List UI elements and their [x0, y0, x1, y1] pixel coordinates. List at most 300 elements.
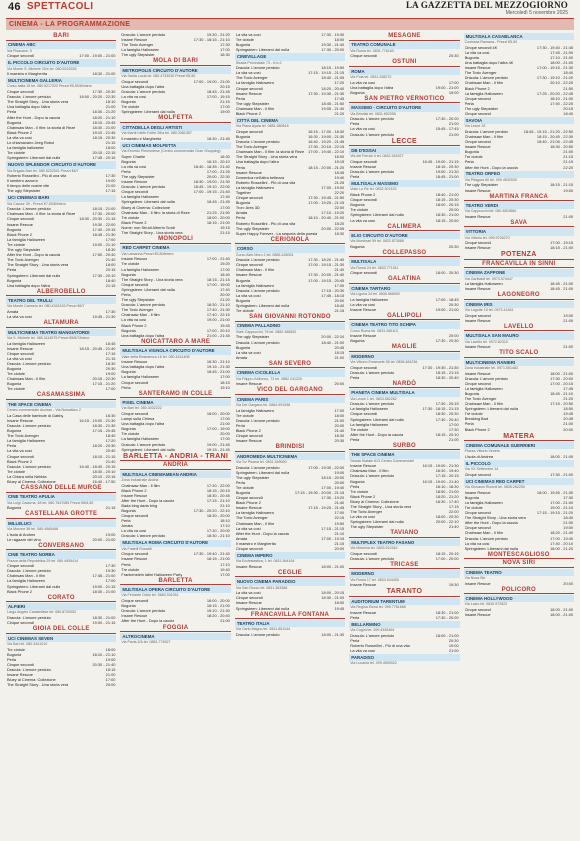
- cinema-name: MULTICINEMA GALLERIA: [6, 77, 116, 84]
- showtimes: 19:15: [334, 159, 345, 165]
- film-title: La famiglia Halloween: [350, 406, 389, 412]
- cinema-address: Corso Italia 15 tel. 080.5217222 Prezzi €5,50/8/intero: [7, 84, 92, 89]
- showtimes: 18:40: [105, 277, 116, 283]
- cinema-name: BELLARMINO: [349, 621, 459, 628]
- film-title: Insane Rescue: [7, 671, 33, 677]
- showtime-row: [6, 386, 116, 391]
- showtimes: 21:00: [563, 317, 574, 323]
- cinema-address: Via Bari tel. 080.3032222: [121, 406, 162, 411]
- showtimes: 21:50: [563, 85, 574, 91]
- showtimes: 18:30 - 21:30: [92, 422, 116, 428]
- showtimes: 17:15: [448, 504, 459, 509]
- showtimes: 19:00 - 21:00: [435, 306, 459, 312]
- showtimes: 20:40: [105, 448, 116, 454]
- film-title: La vita va così: [121, 94, 147, 100]
- showtimes: 18:15 - 20:15: [206, 487, 230, 493]
- showtimes: 20:30: [448, 637, 459, 643]
- film-title: The ugly Stepsister: [235, 334, 270, 340]
- film-title: Bugonia: [464, 494, 479, 500]
- cinema-address: Largo Angelo Carabellese tel. 080.8720052: [7, 610, 77, 615]
- film-title: Cinque secondi: [7, 563, 34, 569]
- showtimes: 17:15 - 20:30: [321, 287, 345, 293]
- showtimes: 18:45 - 21:30: [92, 231, 116, 237]
- section-title: SPETTACOLI: [26, 1, 94, 12]
- cinema-name: ALTROCINEMA: [120, 633, 230, 640]
- cinema-name: MULTISALA SAN MAURO: [464, 332, 574, 339]
- showtimes: 17:30 - 20:00: [321, 47, 345, 53]
- film-title: The ugly Stepsister: [121, 52, 155, 58]
- showtimes: 18:00 - 20:30: [435, 514, 459, 520]
- cinema-address: Via Montinari 59 tel. 0832.873086: [350, 239, 404, 244]
- film-title: After the Hunt - Dopo la caccia: [7, 114, 60, 120]
- city-heading: FRANCAVILLA FONTANA: [235, 612, 345, 620]
- showtimes: 18:20 - 21:40: [550, 530, 574, 536]
- film-title: La vita va così: [464, 49, 490, 55]
- showtimes: 19:40: [334, 174, 345, 180]
- showtimes: 21:15: [105, 505, 116, 511]
- film-title: Tre ciotole: [350, 207, 369, 213]
- showtime-row: [235, 632, 345, 637]
- film-title: Perla: [7, 443, 17, 449]
- film-title: Tre ciotole: [235, 412, 254, 418]
- film-title: Il maestro e Margherita: [235, 540, 276, 546]
- showtimes: 17:15 - 19:15 - 21:15: [308, 70, 345, 76]
- showtimes: 19:30 - 21:20: [206, 32, 230, 37]
- showtimes: 21:15: [220, 229, 230, 235]
- cinema-name: THE SPACE CINEMA: [349, 451, 459, 458]
- cinema-address: Via Morone 36 tel. 080.4965468: [7, 527, 59, 532]
- showtimes: 17:15 - 19:30 - 20:00 - 21:15: [294, 489, 345, 495]
- film-title: Dracula: L'amore perduto: [464, 535, 509, 541]
- showtimes: 17:00: [220, 374, 230, 380]
- film-title: Black Phone 2: [235, 500, 261, 506]
- film-title: Insane Rescue: [121, 256, 148, 262]
- film-title: La famiglia Halloween: [464, 385, 503, 391]
- showtimes: 19:00 - 21:30: [435, 169, 459, 175]
- showtimes: 17:00: [334, 510, 345, 516]
- showtimes: 19:00: [563, 187, 574, 193]
- showtimes: 18:00 - 20:30: [435, 270, 459, 276]
- city-heading: SANTERAMO IN COLLE: [120, 391, 230, 399]
- showtimes: 18:30: [334, 230, 345, 236]
- film-title: Cinque secondi: [121, 410, 149, 416]
- film-title: Perla: [7, 656, 17, 662]
- showtimes: 17:30 - 20:15: [435, 401, 459, 407]
- showtime-row: [464, 546, 574, 551]
- cinema-name: MILLELUCI: [6, 520, 116, 527]
- film-title: The ugly Stepsister: [121, 173, 155, 179]
- film-title: Insane Rescue: [121, 37, 148, 43]
- showtimes: 19:45 - 21:30: [92, 314, 116, 320]
- showtimes: 19:00: [563, 312, 574, 318]
- showtimes: 17:00: [220, 47, 230, 53]
- city-heading: CEGLIE: [235, 570, 345, 578]
- showtime-row: [6, 314, 116, 319]
- showtimes: 21:40: [334, 500, 345, 506]
- film-title: Bugonia: [121, 327, 136, 333]
- showtimes: 21:15: [334, 540, 345, 546]
- showtimes: 17:00 - 19:15: [550, 240, 574, 246]
- film-title: The ugly Stepsister: [235, 225, 270, 231]
- showtime-row: [120, 230, 230, 235]
- showtimes: 20:00 - 22:05: [321, 225, 345, 231]
- film-title: Tron: Ares 3D: [235, 205, 260, 211]
- film-title: Cinque secondi: [121, 78, 149, 84]
- film-title: Bugonia: [235, 489, 251, 495]
- showtimes: 17:15 - 21:10: [206, 497, 230, 503]
- city-heading: NARDÒ: [349, 381, 459, 389]
- showtimes: 17:45: [334, 95, 345, 101]
- showtimes: 18:50 - 21:00: [435, 488, 459, 494]
- cinema-address: Via Cugini tel. 099.4535464: [350, 627, 395, 632]
- showtime-row: [6, 53, 116, 58]
- film-title: Insane Rescue: [464, 187, 491, 193]
- cinema-address: Via Roma 17 tel. 0833.544405: [350, 577, 399, 582]
- film-title: Dracula: L'amore perduto: [350, 555, 394, 561]
- film-title: Bugonia: [121, 507, 136, 513]
- cinema-name: CINEMA PALLADINO: [235, 323, 345, 330]
- cinema-name: CINE TEATRO APULIA: [6, 494, 116, 501]
- cinema-name: NUOVO CINEMA PARADISO: [235, 578, 345, 585]
- film-title: Springsteen: Liberami dal nulla: [121, 446, 175, 452]
- cinema-address: Via Lavello tel. 0972.82310: [464, 339, 508, 344]
- cinema-name: TEATRO COMUNALE: [349, 42, 459, 49]
- film-title: The ugly Stepsister: [350, 524, 384, 530]
- showtime-row: [464, 454, 574, 459]
- film-title: The Toxic Avenger: [7, 433, 39, 439]
- showtime-row: [464, 318, 574, 323]
- film-title: Black Phone 2: [7, 588, 33, 594]
- showtimes: 17:30: [105, 309, 116, 315]
- page-header: [0, 0, 580, 14]
- showtimes: 18:30 - 21:20: [92, 109, 116, 115]
- film-title: Cinque secondi: [7, 53, 34, 59]
- showtimes: 17:30 - 20:00: [550, 375, 574, 381]
- showtimes: 20:00: [448, 207, 459, 213]
- city-heading: BARLETTA - ANDRIA - TRANI: [120, 453, 230, 462]
- city-heading: TAVIANO: [349, 530, 459, 538]
- cinema-address: Via Brindisi tel. 0831.652055: [350, 111, 396, 116]
- city-heading: POTENZA: [464, 251, 574, 260]
- cinema-name: MULTISALA: [349, 258, 459, 265]
- showtimes: 16:45 - 19:10 - 22:00: [193, 184, 230, 190]
- showtimes: 21:00: [105, 183, 116, 189]
- city-heading: COLLEPASSO: [349, 250, 459, 258]
- film-title: Insane Rescue: [464, 317, 491, 323]
- showtime-row: [349, 556, 459, 561]
- showtimes: 22:20: [563, 164, 574, 170]
- city-heading: BARLETTA: [120, 578, 230, 586]
- showtimes: 17:15: [105, 188, 116, 194]
- showtimes: 17:00 - 19:00 - 21:00: [79, 53, 116, 59]
- cinema-name: TEATRO VERDI: [464, 202, 574, 209]
- film-title: Una battaglia dopo l'altra: [121, 332, 165, 338]
- film-title: Roberto Rossellini - Più di una vita: [235, 220, 296, 226]
- city-heading: MONTESCAGLIOSO: [464, 552, 574, 560]
- city-heading: ALBEROBELLO: [6, 289, 116, 297]
- film-title: Nome: non Strudi Alberto Sordi: [121, 224, 176, 230]
- film-title: La famiglia Halloween: [7, 236, 46, 242]
- cinema-name: CINEMA TARTARO: [349, 285, 459, 292]
- film-title: Perla: [235, 164, 245, 170]
- film-title: La vita va così: [235, 525, 261, 531]
- cinema-name: CITTÀ DEL CINEMA: [235, 117, 345, 124]
- showtimes: 22:00: [448, 509, 459, 515]
- film-title: The ugly Stepsister: [7, 247, 41, 253]
- cinema-address: Corso Aldo Moro 2 tel. 0885.428004: [235, 252, 294, 257]
- film-title: Bugonia: [235, 277, 251, 283]
- showtimes: 17:00: [448, 79, 459, 85]
- showtimes: 18:30 - 21:45: [206, 135, 230, 141]
- showtime-row: [349, 375, 459, 380]
- cinema-address: Viale Cappuccini, 76 tel. 0882.456520: [235, 329, 297, 334]
- film-title: Perla: [235, 95, 245, 101]
- showtimes: 17:00: [105, 677, 116, 683]
- film-title: Insane Rescue: [235, 381, 262, 387]
- cinema-name: RED CARPET CINEMA: [120, 245, 230, 252]
- showtime-row: [120, 385, 230, 390]
- showtimes: 16:30 - 19:00 - 21:30: [193, 179, 230, 185]
- cinema-address: Via Ecclesiastica, 1 tel. 0831.564164: [235, 559, 295, 564]
- showtimes: 21:00: [448, 647, 459, 653]
- film-title: Cinque secondi: [235, 128, 263, 134]
- showtimes: 17:10: [220, 561, 230, 567]
- showtimes: 21:00: [563, 520, 574, 526]
- film-title: Insane Rescue: [464, 65, 491, 71]
- film-title: Cinque secondi: [121, 189, 149, 195]
- cinema-name: UCI CINEMAS BARI: [6, 195, 116, 202]
- film-title: Le ragazze del vino: [7, 536, 41, 542]
- showtimes: 17:00: [220, 436, 230, 442]
- film-title: L'isola di Andrea: [7, 531, 36, 537]
- film-title: Chainsaw Man - Il film: [464, 133, 503, 139]
- film-title: Chainsaw Man - Il film: [464, 401, 503, 407]
- showtimes: 18:15 - 20:00 - 21:20: [308, 164, 345, 170]
- showtimes: 17:40 - 21:30: [206, 307, 230, 313]
- showtimes: 17:00: [448, 421, 459, 427]
- showtimes: 17:10 - 19:20: [321, 210, 345, 216]
- showtimes: 18:40: [563, 515, 574, 521]
- film-title: Dracula: L'amore perduto: [7, 206, 51, 212]
- showtimes: 17:30 - 20:10: [92, 272, 116, 278]
- showtimes: 17:00: [105, 386, 116, 392]
- showtimes: 17:30 - 19:40 - 21:40: [193, 551, 230, 557]
- film-title: Dracula: L'amore perduto: [350, 401, 394, 407]
- showtime-row: [120, 333, 230, 338]
- cinema-name: ALFIERI: [6, 603, 116, 610]
- film-title: Bluey al Cinema: Collezione: [350, 498, 399, 504]
- cinema-address: Strada Provinciale 73 - Km 2: [235, 60, 282, 65]
- showtimes: 19:00 - 21:00: [435, 84, 459, 90]
- showtimes: 18:40 - 21:00: [435, 192, 459, 198]
- listing-columns: [6, 32, 574, 837]
- showtimes: 18:20: [334, 220, 345, 226]
- city-heading: NOVA SIRI: [464, 560, 574, 568]
- showtimes: 19:15 - 21:30: [206, 364, 230, 370]
- film-title: Cinque secondi: [121, 281, 149, 287]
- showtime-row: [349, 244, 459, 249]
- cinema-name: CINEMA ZAPPONE: [464, 269, 574, 276]
- film-title: Bugonia: [7, 381, 22, 387]
- cinema-address: Via Luigi Cadorna, 48 tel. 080.7647085 Prezzi €6/6,50: [7, 500, 94, 505]
- cinema-name: CINEMA CICOLELLA: [235, 369, 345, 376]
- film-title: Cinque secondi: [235, 85, 263, 91]
- showtimes: 17:00 - 20:00: [435, 555, 459, 561]
- showtime-row: [349, 218, 459, 223]
- showtimes: 21:15: [563, 154, 574, 160]
- cinema-address: Via XX Settembre 14: [464, 467, 499, 472]
- cinema-name: UCI CINEMAS SEVEN: [6, 635, 116, 642]
- listing-column: [120, 32, 230, 837]
- showtimes: 16:30 - 19:40: [435, 468, 459, 474]
- film-title: La famiglia Halloween: [121, 266, 160, 272]
- showtime-row: [349, 307, 459, 312]
- showtimes: 22:20: [334, 190, 345, 195]
- showtimes: 17:30 - 22:00: [206, 482, 230, 488]
- showtimes: 17:00 - 18:45: [435, 296, 459, 302]
- film-title: Amata: [235, 210, 248, 216]
- city-heading: CONVERSANO: [6, 543, 116, 551]
- showtimes: 17:30 - 20:00: [435, 614, 459, 620]
- showtimes: 17:15 - 19:25 - 21:45: [308, 505, 345, 511]
- showtimes: 19:00 - 21:15: [92, 583, 116, 589]
- showtimes: 18:30 - 21:00: [321, 595, 345, 601]
- showtimes: 17:00: [105, 236, 116, 242]
- film-title: Insane Rescue: [121, 359, 148, 365]
- film-title: Cinque secondi: [7, 216, 34, 222]
- film-title: Chainsaw Man - Il film: [235, 267, 275, 273]
- showtimes: 17:00 - 21:40: [206, 256, 230, 262]
- showtimes: 17:00 - 19:15: [321, 535, 345, 541]
- showtimes: 21:40: [448, 524, 459, 530]
- film-title: Springsteen: Liberami dal nulla: [121, 286, 175, 292]
- film-title: Tre ciotole: [7, 646, 26, 652]
- showtimes: 20:15 - 22:15: [92, 150, 116, 156]
- film-title: Dracula: L'amore perduto: [235, 631, 280, 637]
- film-title: Roberto Rossellini - Più di una vita: [350, 642, 410, 648]
- showtimes: 18:45 - 21:45: [206, 199, 230, 205]
- showtime-row: [120, 447, 230, 452]
- cinema-address: Zona industriale tel. 0971.651483: [464, 365, 518, 370]
- film-title: Springsteen: Liberami dal nulla: [121, 199, 175, 205]
- city-heading: GIOIA DEL COLLE: [6, 626, 116, 634]
- showtimes: 18:30 - 21:00: [92, 615, 116, 621]
- film-title: Insane Rescue: [464, 144, 491, 150]
- film-title: La vita va così: [350, 301, 376, 307]
- film-title: Chainsaw Man - Il film: la storia di Reze: [7, 211, 76, 217]
- showtimes: 17:45 - 21:00: [92, 573, 116, 579]
- showtimes: 18:45 - 19:15 - 21:20 - 22:50: [523, 128, 574, 134]
- film-title: Tre ciotole: [350, 488, 369, 494]
- showtimes: 17:30 - 19:45 - 21:50: [308, 195, 345, 201]
- film-title: Cinque secondi: [464, 525, 492, 531]
- film-title: Black Phone 2: [350, 192, 376, 198]
- city-heading: MARTINA FRANCA: [464, 194, 574, 202]
- showtimes: 18:15 - 21:00: [92, 206, 116, 212]
- film-title: Black Phone 2: [121, 322, 147, 328]
- film-title: Perla: [350, 483, 360, 489]
- film-title: Cinque secondi: [464, 312, 492, 318]
- showtimes: 20:10 - 22:15: [92, 473, 116, 479]
- showtimes: 19:00 - 21:15: [92, 620, 116, 626]
- film-title: Cinque secondi: [121, 379, 149, 385]
- film-title: Insane Rescue: [350, 163, 377, 169]
- showtime-row: [6, 537, 116, 542]
- showtimes: 18:10: [105, 99, 116, 105]
- cinema-address: Via Pola tel. 0831.338272: [350, 75, 392, 80]
- film-title: Breaking Bad: [464, 416, 488, 422]
- film-title: Bluey al Cinema: Collezione: [121, 204, 171, 210]
- showtime-row: [349, 648, 459, 653]
- film-title: La vita va così: [235, 292, 261, 298]
- film-title: Dracula: L'amore perduto: [350, 169, 394, 175]
- showtimes: 17:30 - 19:10 - 21:20: [536, 75, 574, 81]
- showtimes: 16:40 - 17:50: [92, 478, 116, 484]
- film-title: Il maestro e Margherita: [121, 135, 162, 141]
- showtimes: 21:00: [334, 354, 345, 360]
- showtimes: 19:15 - 21:45: [206, 446, 230, 452]
- showtimes: 17:45: [563, 385, 574, 391]
- showtimes: 18:00 - 20:20 - 22:30: [79, 94, 116, 100]
- film-title: Insane Rescue: [235, 169, 262, 175]
- film-title: After the Hunt - Dopo la caccia: [464, 164, 518, 170]
- cinema-address: Zona Industriale Andria: [121, 477, 159, 482]
- film-title: Black Phone 2: [121, 487, 147, 493]
- showtimes: 20:00: [334, 479, 345, 485]
- showtimes: 15:45 - 17:45: [435, 126, 459, 132]
- showtimes: 16:40 - 19:20 - 21:45: [308, 139, 345, 145]
- film-title: La famiglia Halloween: [7, 438, 46, 444]
- showtimes: 18:20 - 20:30: [92, 443, 116, 449]
- showtimes: 20:00 - 22:30: [206, 173, 230, 179]
- showtimes: 19:00: [334, 469, 345, 475]
- showtimes: 17:30 - 21:00: [550, 471, 574, 477]
- showtimes: 18:30 - 20:50: [550, 144, 574, 150]
- showtimes: 17:00 - 19:15: [206, 94, 230, 100]
- cinema-address: Via Bari tel. 080.3441010: [7, 641, 48, 646]
- film-title: Bugonia: [350, 202, 365, 208]
- showtimes: 18:40 - 21:05: [321, 75, 345, 81]
- showtimes: 19:10: [220, 384, 230, 390]
- film-title: After the Hunt - Dopo la caccia: [350, 431, 404, 437]
- film-title: Black Phone 2: [235, 111, 261, 116]
- film-title: Il tempo delle nostre vite: [7, 183, 50, 189]
- film-title: After the Hunt - Dopo la caccia: [235, 530, 289, 536]
- showtimes: 20:30: [105, 366, 116, 371]
- showtimes: 17:00: [334, 407, 345, 413]
- film-title: Perla: [121, 518, 131, 524]
- showtimes: 17:30 - 20:40: [435, 416, 459, 422]
- film-title: La vita va così: [121, 317, 147, 323]
- cinema-name: CINEMA ABC: [6, 42, 116, 49]
- showtimes: 18:15 - 20:45 - 21:40: [79, 345, 116, 351]
- cinema-address: Via Messina tel. 0833.912342: [350, 546, 398, 551]
- cinema-name: UCI CINEMAS MOLFETTA: [120, 142, 230, 149]
- film-title: Bugonia: [464, 54, 479, 60]
- cinema-name: METROPOLIS CIRCUITO D'AUTORE: [120, 67, 230, 74]
- film-title: Tre ciotole: [235, 37, 254, 43]
- showtimes: 18:10 - 20:40 - 21:00: [308, 215, 345, 221]
- showtimes: 17:00 - 20:15: [550, 380, 574, 386]
- film-title: La vita va così: [350, 217, 376, 223]
- film-title: Insane Rescue: [7, 221, 33, 227]
- film-title: The Straight Story - Una storia vera: [7, 682, 69, 688]
- film-title: Una battaglia dopo l'altra: [121, 421, 165, 427]
- film-title: Cinque secondi: [235, 262, 263, 268]
- showtimes: 18:50: [563, 406, 574, 412]
- film-title: Perla: [350, 374, 360, 380]
- city-heading: MESAGNE: [349, 33, 459, 41]
